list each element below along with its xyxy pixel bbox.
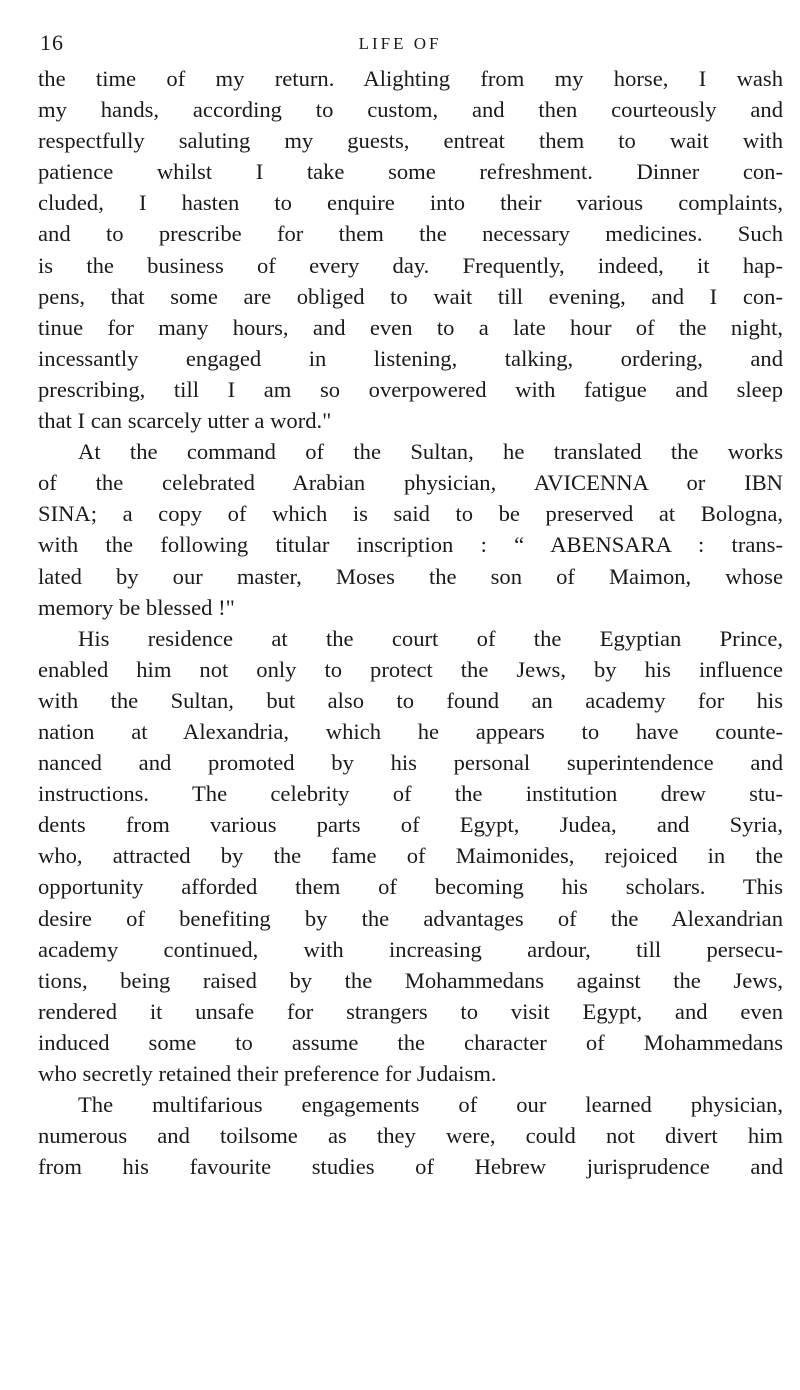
text-line: induced some to assume the character of Mohammedans [38,1029,783,1055]
text-line: At the command of the Sultan, he translated the works [78,439,783,465]
text-line: with the Sultan, but also to found an academy for his [38,687,783,713]
text-line: incessantly engaged in listening, talking, ordering, and [38,345,783,371]
text-line: prescribing, till I am so overpowered with fatigue and sleep [38,376,783,402]
text-line: and to prescribe for them the necessary medicines. Such [38,221,783,247]
running-title: LIFE OF [358,34,442,53]
body-text [38,63,783,1182]
text-line: that I can scarcely utter a word." [38,408,332,434]
text-line: tinue for many hours, and even to a late hour of the night, [38,314,783,340]
text-line: dents from various parts of Egypt, Judea, and Syria, [38,812,783,838]
text-line: enabled him not only to protect the Jews, by his influence [38,656,783,682]
text-line: rendered it unsafe for strangers to visit Egypt, and even [38,998,783,1024]
text-line: His residence at the court of the Egyptian Prince, [78,625,783,651]
text-line: desire of benefiting by the advantages of the Alexandrian [38,905,783,931]
text-line: tions, being raised by the Mohammedans against the Jews, [38,967,783,993]
page-number: 16 [40,30,64,55]
text-line: nation at Alexandria, which he appears to have counte- [38,718,783,744]
text-line: patience whilst I take some refreshment. Dinner con- [38,159,783,185]
text-line: pens, that some are obliged to wait till evening, and I con- [38,283,783,309]
text-line: cluded, I hasten to enquire into their various complaints, [38,190,783,216]
text-line: the time of my return. Alighting from my horse, I wash [38,66,783,91]
text-line: nanced and promoted by his personal superintendence and [38,750,783,776]
text-line: who, attracted by the fame of Maimonides, rejoiced in the [38,843,783,869]
text-line: from his favourite studies of Hebrew jurisprudence and [38,1154,783,1180]
text-line: instructions. The celebrity of the institution drew stu- [38,781,783,807]
text-line: of the celebrated Arabian physician, AVICENNA or IBN [38,470,783,496]
text-line: with the following titular inscription : “ ABENSARA : trans- [38,532,783,558]
text-line: numerous and toilsome as they were, could not divert him [38,1123,783,1149]
text-line: who secretly retained their preference for Judaism. [38,1061,497,1086]
text-line: my hands, according to custom, and then courteously and [38,97,783,123]
text-line: is the business of every day. Frequently, indeed, it hap- [38,252,783,278]
text-line: The multifarious engagements of our learned physician, [78,1092,783,1118]
text-line: lated by our master, Moses the son of Maimon, whose [38,563,783,589]
text-line: respectfully saluting my guests, entreat them to wait with [38,128,783,154]
text-line: memory be blessed !" [38,594,235,620]
text-line: opportunity afforded them of becoming his scholars. This [38,874,783,900]
text-line: academy continued, with increasing ardour, till persecu- [38,936,783,962]
text-line: SINA; a copy of which is said to be preserved at Bologna, [38,501,783,527]
